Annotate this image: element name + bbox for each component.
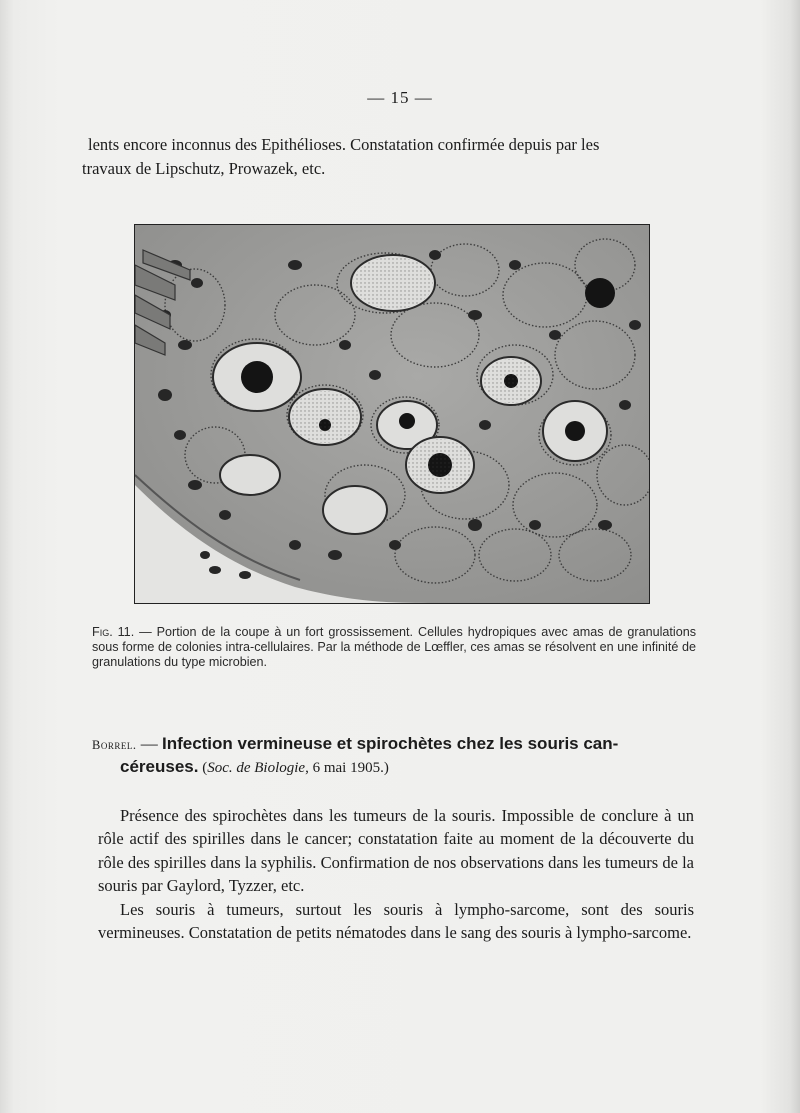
micrograph-image — [135, 225, 649, 603]
continuation-line-2: travaux de Lipschutz, Prowazek, etc. — [82, 159, 326, 178]
continuation-line-1: lents encore inconnus des Epithélioses. Constatation confirmée depuis par les — [88, 135, 600, 154]
entry-title-line-1: Infection vermineuse et spirochètes chez les souris can- — [161, 734, 619, 753]
entry-ref-journal: Soc. de Biologie — [207, 760, 306, 776]
figure-caption-text: — Portion de la coupe à un fort grossissement. Cellules hydropiques avec amas de granulations sous forme de colonies intra-cellulaires. Par la méthode de Lœffler, ces amas se résolvent en une infinité de granulations du type microbien. — [92, 625, 697, 669]
entry-heading — [92, 733, 702, 779]
figure-caption — [92, 625, 696, 670]
paragraph-2: Les souris à tumeurs, surtout les souris à lympho-sarcome, sont des souris vermineuses. Constatation de petits nématodes dans le sang des souris à lympho-sarcome. — [98, 899, 694, 943]
page-number: — 15 — — [367, 88, 433, 107]
entry-ref-date: , 6 mai 1905.) — [305, 760, 389, 776]
entry-author: Borrel. — [92, 738, 137, 752]
micrograph-figure — [134, 224, 650, 604]
figure-label: Fig. 11. — [92, 625, 135, 639]
entry-dash: — — [136, 734, 162, 753]
entry-ref-open: ( — [198, 760, 208, 776]
body-text — [98, 804, 694, 944]
entry-title-line-2: céreuses. — [120, 757, 199, 776]
entry-title-continuation — [92, 756, 702, 779]
paragraph-1: Présence des spirochètes dans les tumeurs de la souris. Impossible de conclure à un rôle actif des spirilles dans le cancer; constatation faite au moment de la découverte du rôle des spirilles dans la syphilis. Confirmation de nos observations dans les tumeurs de la souris par Gaylord, Tyzzer, etc. — [98, 806, 694, 896]
